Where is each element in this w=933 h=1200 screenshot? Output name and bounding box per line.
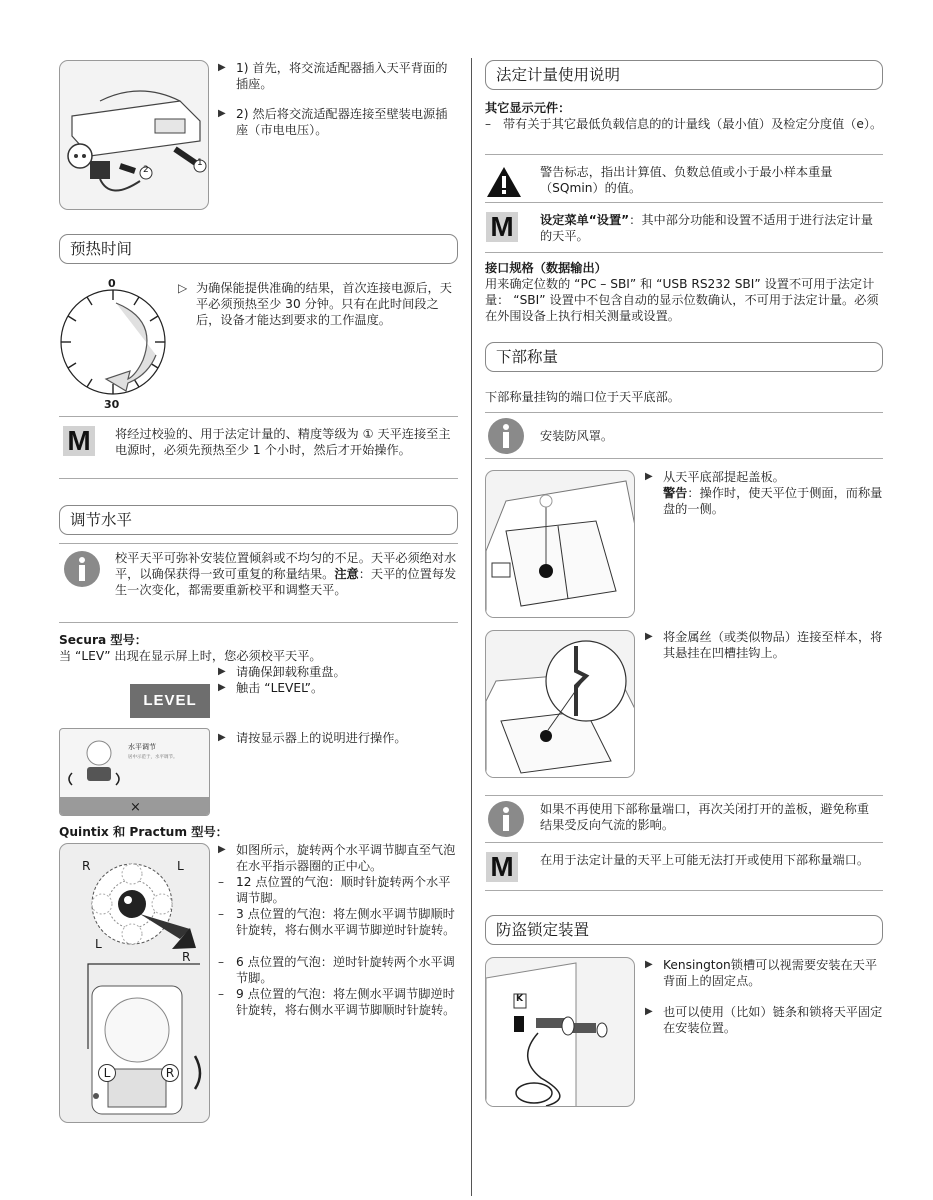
- quintix-dash-1: – 12 点位置的气泡：顺时针旋转两个水平调节脚。: [218, 875, 451, 906]
- fig-foot-L: L: [98, 1064, 116, 1082]
- arrow-icon: ▶: [645, 1006, 653, 1017]
- rule: [59, 416, 458, 417]
- lift-cover-bullet: ▶ 从天平底部提起盖板。 警告：操作时，使天平位于侧面，而称量盘的一侧。: [645, 470, 883, 517]
- below-weighing-intro: 下部称量挂钩的端口位于天平底部。: [485, 390, 680, 404]
- secura-bullet-2: ▶ 触击 “LEVEL”。: [218, 681, 324, 695]
- dash-icon: –: [218, 955, 224, 969]
- screen-subtitle: 居中示范于，水平调节。: [128, 755, 178, 760]
- interface-spec-label: 接口规格（数据输出）: [485, 261, 607, 275]
- adapter-step-2: ▶ 2) 然后将交流适配器连接至壁装电源插座（市电电压）。: [218, 107, 448, 138]
- warning-icon: [486, 166, 522, 198]
- anti-theft-bullet-1: ▶ Kensington锁槽可以视需要安装在天平背面上的固定点。: [645, 958, 878, 989]
- secura-model-label: Secura 型号：: [59, 633, 147, 647]
- warmup-text: ▷ 为确保能提供准确的结果，首次连接电源后，天平必须预热至少 30 分钟。只有在此时间段之后，设备才能达到要求的工作温度。: [178, 281, 452, 328]
- arrow-icon: ▶: [218, 844, 226, 855]
- dash-icon: –: [218, 907, 224, 921]
- section-heading-below-weighing: 下部称量: [485, 342, 883, 372]
- fig-label-L: L: [177, 859, 184, 873]
- quintix-model-label: Quintix 和 Practum 型号：: [59, 825, 228, 839]
- secura-screen-figure: [59, 728, 210, 816]
- dial-label-30: 30: [104, 398, 120, 411]
- hollow-arrow-icon: ▷: [178, 281, 188, 295]
- close-cover-info: 如果不再使用下部称量端口，再次关闭打开的盖板，避免称重结果受反向气流的影响。: [540, 802, 870, 833]
- level-button[interactable]: LEVEL: [130, 684, 210, 718]
- arrow-icon: ▶: [645, 631, 653, 642]
- fig-label-L: L: [95, 937, 102, 951]
- metrology-m-icon: M: [63, 426, 95, 456]
- kensington-figure: [485, 957, 635, 1107]
- rule: [59, 622, 458, 623]
- anti-theft-bullet-2: ▶ 也可以使用（比如）链条和锁将天平固定在安装位置。: [645, 1005, 883, 1036]
- warning-text: 警告标志，指出计算值、负数总值或小于最小样本重量（SQmin）的值。: [540, 165, 833, 196]
- section-heading-anti-theft: 防盗锁定装置: [485, 915, 883, 945]
- metrology-m-icon: M: [486, 212, 518, 242]
- arrow-icon: ▶: [218, 108, 226, 119]
- arrow-icon: ▶: [218, 732, 226, 743]
- rule: [485, 890, 883, 891]
- arrow-icon: ▶: [218, 62, 226, 73]
- rule: [485, 458, 883, 459]
- rule: [485, 412, 883, 413]
- interface-spec-text: 用来确定位数的 “PC – SBI” 和 “USB RS232 SBI” 设置不可用于法定计量： “SBI” 设置中不包含自动的显示位数确认，不可用于法定计量。必须在外围设备上执行相关测量或设置。: [485, 277, 879, 324]
- rule: [485, 842, 883, 843]
- quintix-dash-2: – 3 点位置的气泡：将左侧水平调节脚顺时针旋转，将右侧水平调节脚逆时针旋转。: [218, 907, 456, 938]
- arrow-icon: ▶: [218, 666, 226, 677]
- adapter-step-1: ▶ 1) 首先，将交流适配器插入天平背面的插座。: [218, 61, 448, 92]
- dash-icon: –: [218, 987, 224, 1001]
- hook-figure: [485, 630, 635, 778]
- section-heading-warmup: 预热时间: [59, 234, 458, 264]
- lift-cover-figure: [485, 470, 635, 618]
- leveling-info: 校平天平可弥补安装位置倾斜或不均匀的不足。天平必须绝对水平，以确保获得一致可重复的称量结果。注意：天平的位置每发生一次变化，都需要重新校平和调整天平。: [115, 551, 457, 598]
- leveling-feet-figure: [59, 843, 210, 1123]
- secura-text: 当 “LEV” 出现在显示屏上时，您必须校平天平。: [59, 649, 322, 663]
- draft-shield-info: 安装防风罩。: [540, 429, 614, 443]
- hook-bullet: ▶ 将金属丝（或类似物品）连接至样本，将其悬挂在凹槽挂钩上。: [645, 630, 883, 661]
- rule: [485, 154, 883, 155]
- info-icon: [488, 418, 524, 454]
- arrow-icon: ▶: [645, 471, 653, 482]
- warmup-metrology-note: 将经过校验的、用于法定计量的、精度等级为 ① 天平连接至主电源时，必须先预热至少 1 个小时，然后才开始操作。: [115, 427, 451, 458]
- section-heading-legal-metrology: 法定计量使用说明: [485, 60, 883, 90]
- close-icon[interactable]: ×: [130, 800, 141, 815]
- rule: [485, 202, 883, 203]
- rule: [59, 478, 458, 479]
- callout-2: 2: [143, 165, 149, 175]
- section-heading-leveling: 调节水平: [59, 505, 458, 535]
- adapter-figure: [59, 60, 209, 210]
- dash-icon: –: [485, 117, 491, 131]
- info-icon: [488, 801, 524, 837]
- other-elements-label: 其它显示元件：: [485, 101, 571, 115]
- dial-label-0: 0: [108, 277, 116, 290]
- info-icon: [64, 551, 100, 587]
- secura-bullet-1: ▶ 请确保卸载称重盘。: [218, 665, 346, 679]
- timer-dial: [58, 275, 168, 415]
- metrology-m-icon: M: [486, 852, 518, 882]
- fig-label-R: R: [82, 859, 91, 873]
- quintix-dash-4: – 9 点位置的气泡：将左侧水平调节脚逆时针旋转，将右侧水平调节脚顺时针旋转。: [218, 987, 456, 1018]
- screen-title: 水平调节: [128, 743, 156, 751]
- dash-icon: –: [218, 875, 224, 889]
- quintix-bullet: ▶ 如图所示，旋转两个水平调节脚直至气泡在水平指示器圈的正中心。: [218, 843, 456, 874]
- settings-menu-note: 设定菜单“设置”：其中部分功能和设置不适用于进行法定计量的天平。: [540, 213, 873, 244]
- quintix-dash-3: – 6 点位置的气泡：逆时针旋转两个水平调节脚。: [218, 955, 455, 986]
- screen-close-bar[interactable]: [60, 797, 210, 816]
- column-divider: [471, 58, 472, 1196]
- secura-screen-bullet: ▶ 请按显示器上的说明进行操作。: [218, 731, 407, 745]
- other-elements-item: – 带有关于其它最低负载信息的的计量线（最小值）及检定分度值（e）。: [485, 117, 883, 131]
- kensington-k-icon: K: [516, 994, 523, 1004]
- callout-1: 1: [197, 158, 203, 168]
- rule: [485, 795, 883, 796]
- below-weighing-metrology-note: 在用于法定计量的天平上可能无法打开或使用下部称量端口。: [540, 853, 870, 867]
- rule: [59, 543, 458, 544]
- arrow-icon: ▶: [218, 682, 226, 693]
- fig-label-R: R: [182, 950, 191, 964]
- note-label: 注意: [334, 567, 359, 582]
- rule: [485, 252, 883, 253]
- arrow-icon: ▶: [645, 959, 653, 970]
- fig-foot-R: R: [161, 1064, 179, 1082]
